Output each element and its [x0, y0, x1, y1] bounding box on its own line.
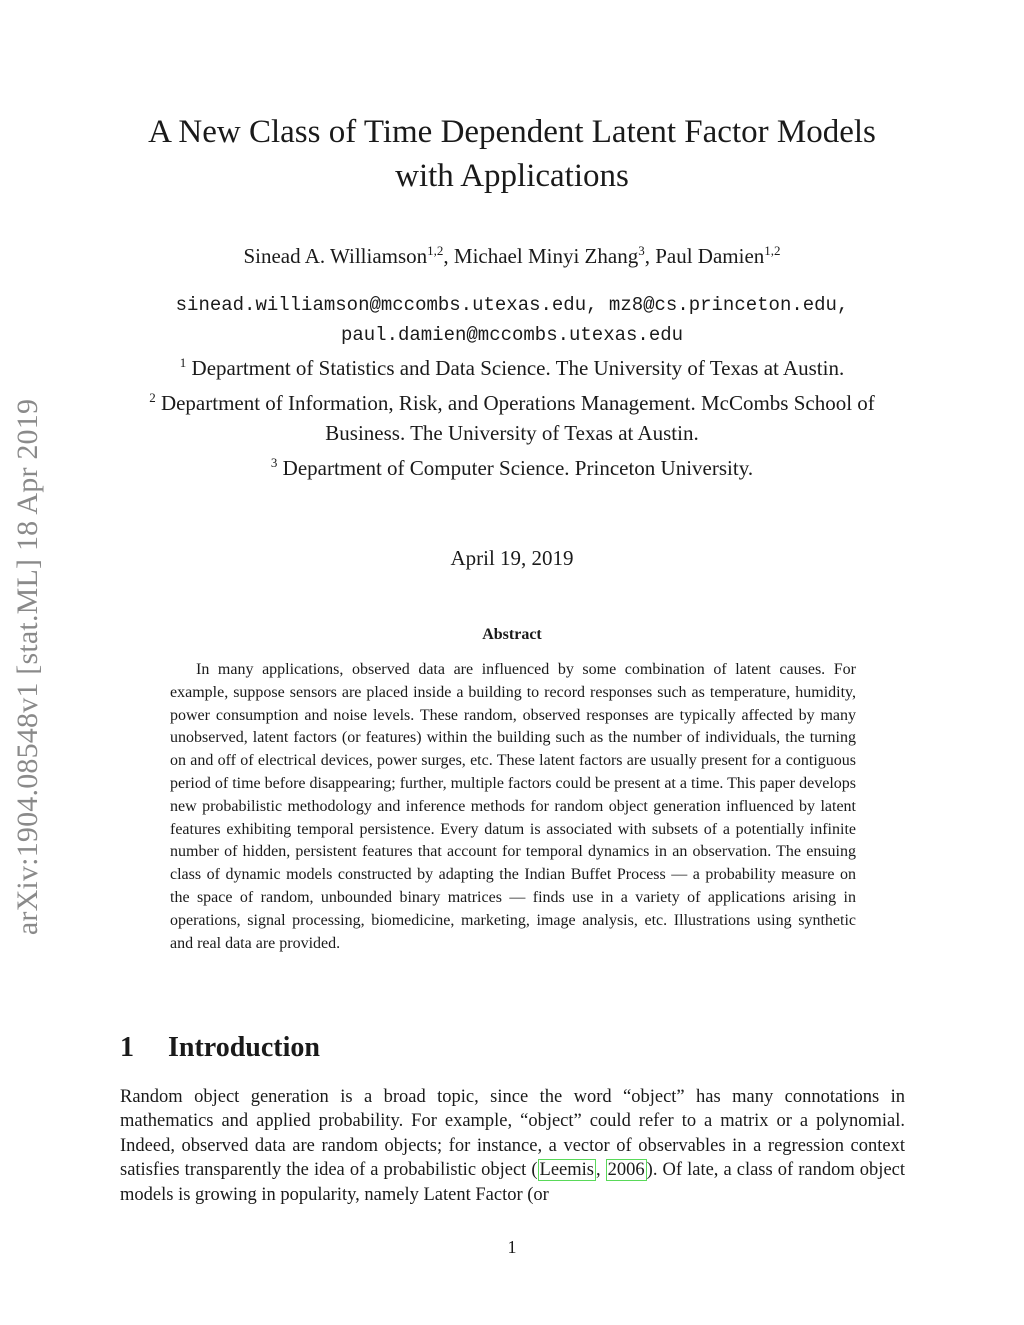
- email-line-1: sinead.williamson@mccombs.utexas.edu, mz8@cs.princeton.edu,: [175, 294, 849, 316]
- page-number: 1: [507, 1237, 517, 1257]
- affiliation-1: [110, 348, 914, 383]
- intro-text-continued: ). Of late, a class of random object models is growing in popularity, namely Latent Factor (or: [120, 1160, 906, 1205]
- abstract-heading: Abstract: [482, 626, 542, 643]
- introduction-paragraph: [120, 1085, 905, 1207]
- intro-text: Random object generation is a broad topic, since the word “object” has many connotations in mathematics and applied probability. For example, “object” could refer to a matrix or a polynomial. Indeed, observed data are random objects; for instance, a vector of observables in a regression context satisfies transparently the idea of a probabilistic object (: [120, 1087, 905, 1181]
- section-title: Introduction: [168, 1032, 320, 1063]
- citation-author-link[interactable]: Leemis: [539, 1160, 594, 1181]
- affiliations: [110, 348, 914, 483]
- citation-separator: ,: [595, 1160, 606, 1181]
- affiliation-text: Department of Information, Risk, and Operations Management. McCombs School of Business. The University of Texas at Austin.: [160, 391, 875, 445]
- title-line-2: with Applications: [395, 158, 629, 194]
- arxiv-identifier: arXiv:1904.08548v1 [stat.ML] 18 Apr 2019: [11, 398, 44, 936]
- affiliation-text: Department of Computer Science. Princeton University.: [282, 456, 754, 480]
- author-name: Michael Minyi Zhang: [453, 244, 639, 268]
- paper-title: [0, 110, 1024, 198]
- title-line-1: A New Class of Time Dependent Latent Factor Models: [148, 114, 876, 150]
- section-heading: [120, 1032, 320, 1064]
- affiliation-number: 3: [270, 455, 278, 470]
- email-line-2: paul.damien@mccombs.utexas.edu: [340, 324, 684, 346]
- affiliation-3: [110, 448, 914, 483]
- author-affiliation: 3: [638, 243, 645, 258]
- author-name: Paul Damien: [655, 244, 765, 268]
- affiliation-2: [110, 383, 914, 448]
- abstract-body: In many applications, observed data are influenced by some combination of latent causes. For example, suppose sensors are placed inside a building to record responses such as temperature, humidity, power consumption and noise levels. These random, observed responses are typically affected by many unobserved, latent factors (or features) within the building such as the number of individuals, the turning on and off of electrical devices, power surges, etc. These latent factors are usually present for a contiguous period of time before disappearing; further, multiple factors could be present at a time. This paper develops new probabilistic methodology and inference methods for random object generation influenced by latent features exhibiting temporal persistence. Every datum is associated with subsets of a potentially infinite number of hidden, persistent features that account for temporal dynamics in an observation. The ensuing class of dynamic models constructed by adapting the Indian Buffet Process — a probability measure on the space of random, unbounded binary matrices — finds use in a variety of applications arising in operations, signal processing, biomedicine, marketing, image analysis, etc. Illustrations using synthetic and real data are provided.: [170, 661, 856, 952]
- section-number: 1: [120, 1032, 134, 1063]
- author-emails: [0, 290, 1024, 350]
- affiliation-text: Department of Statistics and Data Science. The University of Texas at Austin.: [191, 356, 845, 380]
- affiliation-number: 1: [179, 355, 187, 370]
- author-list: Sinead A. Williamson$^{1,2}$, Michael Minyi Zhang$^3$, Paul Damien$^{1,2}$: [243, 243, 781, 268]
- author-affiliation: 1,2: [764, 243, 781, 258]
- author-affiliation: 1,2: [427, 243, 444, 258]
- affiliation-number: 2: [149, 390, 156, 405]
- paper-date: April 19, 2019: [450, 546, 574, 570]
- author-name: Sinead A. Williamson: [243, 244, 428, 268]
- citation-year-link[interactable]: 2006: [607, 1160, 645, 1181]
